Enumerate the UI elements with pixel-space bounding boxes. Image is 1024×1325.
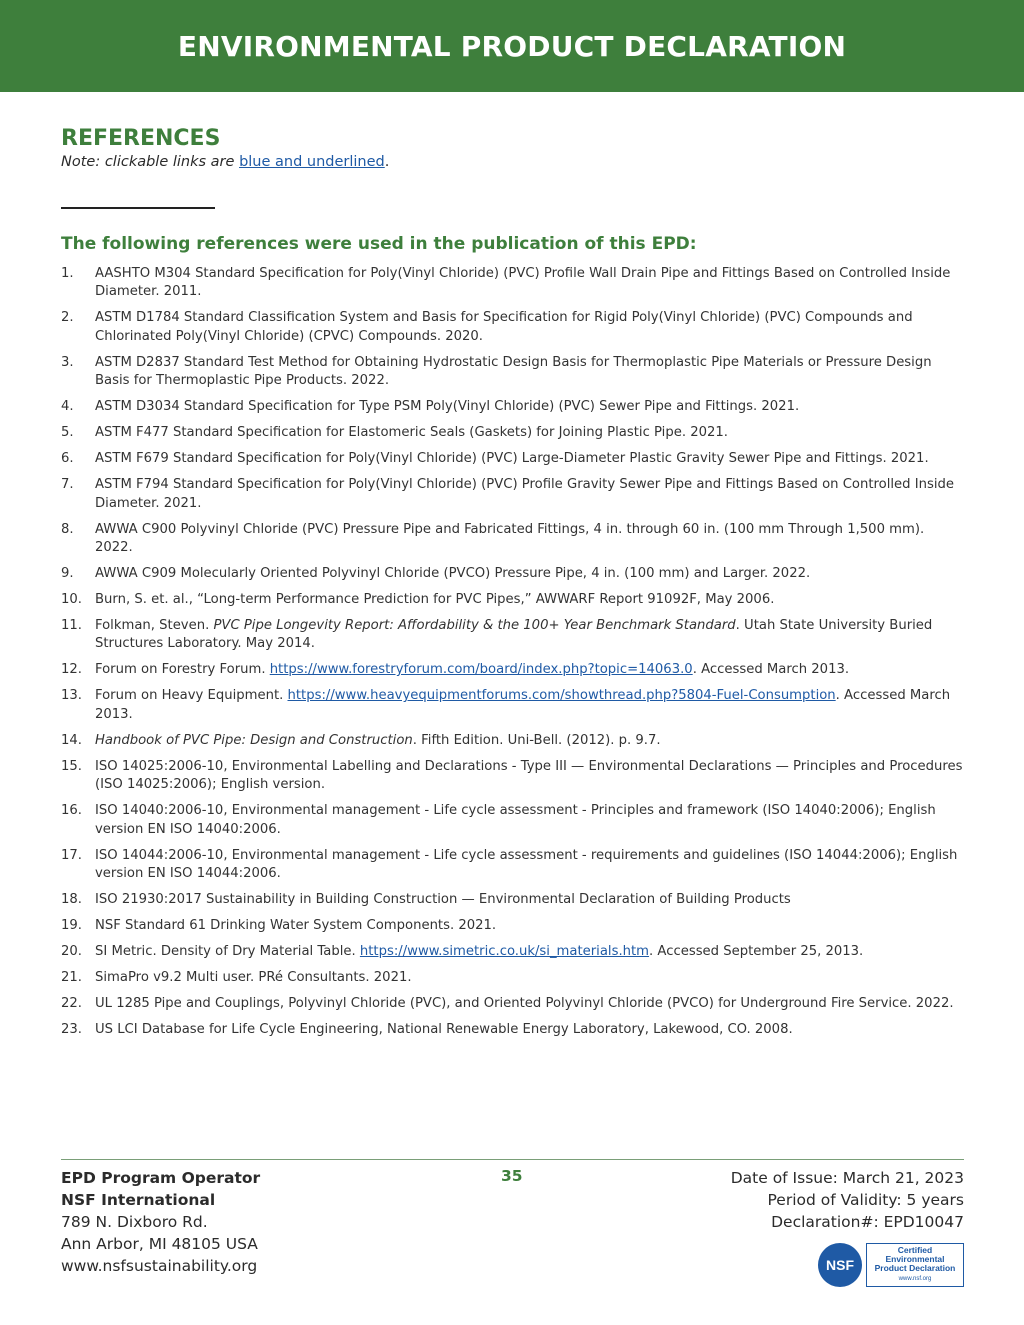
reference-item [61,309,965,346]
links-note [61,154,389,170]
operator-name: NSF International [61,1191,216,1209]
date-of-issue: Date of Issue: March 21, 2023 [730,1169,964,1187]
reference-number: 2. [61,310,74,326]
reference-item [61,591,965,609]
badge-line-1: Certified [897,1245,933,1255]
reference-item [61,424,965,442]
reference-item [61,732,965,750]
reference-text: ASTM D1784 Standard Classification System and Basis for Specification for Rigid Poly(Vinyl Chloride) (PVC) Compounds and Chlorinated Poly(Vinyl Chloride) (CPVC) Compounds. 2020. [95,310,913,344]
reference-number: 12. [61,662,82,678]
reference-text-post: . Utah State University Buried Structures Laboratory. May 2014. [95,618,933,652]
badge-url: www.nsf.org [898,1276,932,1282]
reference-number: 6. [61,451,74,467]
reference-item [61,969,965,987]
reference-text-pre: Forum on Heavy Equipment. [95,688,288,704]
reference-text: AWWA C909 Molecularly Oriented Polyvinyl Chloride (PVCO) Pressure Pipe, 4 in. (100 mm) and Larger. 2022. [95,566,811,582]
reference-number: 8. [61,521,74,537]
reference-number: 22. [61,996,82,1012]
reference-number: 11. [61,618,82,634]
nsf-logo-icon [818,1243,862,1287]
reference-text-post: . Fifth Edition. Uni-Bell. (2012). p. 9.7. [412,732,661,748]
reference-text: ISO 14025:2006-10, Environmental Labelling and Declarations - Type III — Environmental Declarations — Principles and Procedures (ISO 14025:2006); English version. [95,758,963,793]
reference-text-post: . Accessed March 2013. [95,688,951,722]
reference-text [95,944,863,959]
reference-item [61,661,965,679]
reference-link[interactable]: https://www.forestryforum.com/board/index.php?topic=14063.0 [269,662,693,678]
website: www.nsfsustainability.org [61,1257,258,1275]
reference-number: 23. [61,1022,82,1038]
reference-text-post: . Accessed September 25, 2013. [649,944,864,960]
badge-line-3: Product Declaration [874,1263,956,1273]
references-heading: The following references were used in the publication of this EPD: [61,234,697,254]
reference-text: ISO 14040:2006-10, Environmental management - Life cycle assessment - Principles and framework (ISO 14040:2006); English version EN ISO 14040:2006. [95,803,936,837]
document-title: ENVIRONMENTAL PRODUCT DECLARATION [177,29,847,63]
reference-number: 9. [61,566,74,582]
reference-item [61,521,965,558]
reference-number: 17. [61,847,82,863]
reference-text: AWWA C900 Polyvinyl Chloride (PVC) Pressure Pipe and Fabricated Fittings, 4 in. through 60 in. (100 mm Through 1,500 mm). 2022. [95,521,925,556]
section-title: REFERENCES [61,126,221,151]
reference-text [95,618,932,651]
reference-item [61,687,965,724]
reference-title-italic: PVC Pipe Longevity Report: Affordability & the 100+ Year Benchmark Standard [213,618,736,634]
reference-text-pre: SI Metric. Density of Dry Material Table. [95,944,360,960]
badge-line-2: Environmental [885,1254,945,1264]
reference-number: 16. [61,803,82,819]
page-number: 35 [501,1167,523,1185]
reference-number: 3. [61,354,74,370]
reference-item [61,354,965,391]
reference-item [61,617,965,654]
reference-number: 15. [61,758,82,774]
reference-number: 19. [61,918,82,934]
reference-number: 13. [61,688,82,704]
reference-number: 20. [61,944,82,960]
reference-number: 14. [61,732,82,748]
reference-item [61,802,965,839]
reference-text: Burn, S. et. al., “Long-term Performance Prediction for PVC Pipes,” AWWARF Report 91092F, May 2006. [95,592,775,608]
reference-item [61,917,965,935]
reference-number: 10. [61,592,82,608]
address-line-1: 789 N. Dixboro Rd. [61,1213,208,1231]
reference-text: ASTM F477 Standard Specification for Elastomeric Seals (Gaskets) for Joining Plastic Pipe. 2021. [95,425,728,441]
reference-number: 1. [61,266,74,281]
certified-epd-badge [866,1243,964,1287]
reference-item [61,476,965,513]
reference-number: 4. [61,399,74,415]
reference-item [61,565,965,583]
header-banner [0,0,1024,92]
note-link[interactable]: blue and underlined [239,154,385,170]
reference-number: 7. [61,477,74,493]
declaration-number: Declaration#: EPD10047 [771,1213,964,1231]
reference-link[interactable]: https://www.heavyequipmentforums.com/showthread.php?5804-Fuel-Consumption [287,688,836,704]
reference-text [95,688,950,721]
note-suffix: . [384,154,390,170]
reference-text: ASTM D3034 Standard Specification for Type PSM Poly(Vinyl Chloride) (PVC) Sewer Pipe and Fittings. 2021. [95,399,800,415]
reference-number: 18. [61,892,82,908]
operator-label: EPD Program Operator [61,1169,261,1187]
note-prefix: Note: clickable links are [61,154,240,170]
address-line-2: Ann Arbor, MI 48105 USA [61,1235,258,1253]
reference-item [61,943,965,961]
reference-link[interactable]: https://www.simetric.co.uk/si_materials.htm [359,944,650,960]
reference-text-post: . Accessed March 2013. [692,662,850,678]
reference-item [61,265,965,302]
reference-number: 5. [61,425,74,441]
divider [61,207,215,209]
reference-number: 21. [61,970,82,986]
reference-text: ASTM F679 Standard Specification for Poly(Vinyl Chloride) (PVC) Large-Diameter Plastic Gravity Sewer Pipe and Fittings. 2021. [95,451,929,467]
reference-text: NSF Standard 61 Drinking Water System Components. 2021. [95,918,497,934]
footer-operator-block [61,1167,260,1277]
reference-text: ASTM F794 Standard Specification for Poly(Vinyl Chloride) (PVC) Profile Gravity Sewer Pipe and Fittings Based on Controlled Inside Diameter. 2021. [95,477,954,511]
reference-text: US LCI Database for Life Cycle Engineering, National Renewable Energy Laboratory, Lakewood, CO. 2008. [95,1022,793,1038]
reference-text: SimaPro v9.2 Multi user. PRé Consultants. 2021. [95,970,412,986]
reference-text [95,662,849,677]
footer-declaration-block [731,1167,964,1233]
reference-item [61,847,965,884]
reference-text: ASTM D2837 Standard Test Method for Obtaining Hydrostatic Design Basis for Thermoplastic Pipe Materials or Pressure Design Basis for Thermoplastic Pipe Products. 2022. [95,354,932,389]
reference-text-pre: Forum on Forestry Forum. [95,662,270,678]
footer-divider [61,1159,964,1160]
nsf-logo-text: NSF [826,1257,854,1273]
reference-item [61,891,965,909]
reference-text: UL 1285 Pipe and Couplings, Polyvinyl Chloride (PVC), and Oriented Polyvinyl Chloride (PVCO) for Underground Fire Service. 2022. [95,996,954,1012]
reference-item [61,995,965,1013]
reference-text: AASHTO M304 Standard Specification for Poly(Vinyl Chloride) (PVC) Profile Wall Drain Pipe and Fittings Based on Controlled Inside Diameter. 2011. [95,266,951,300]
reference-text [95,733,661,748]
reference-text-pre: Folkman, Steven. [95,618,214,634]
period-of-validity: Period of Validity: 5 years [767,1191,964,1209]
references-list [61,265,965,1047]
reference-item [61,758,965,795]
reference-title-italic: Handbook of PVC Pipe: Design and Construction [95,732,413,748]
reference-item [61,450,965,468]
reference-text: ISO 21930:2017 Sustainability in Building Construction — Environmental Declaration of Building Products [95,892,791,908]
reference-item [61,398,965,416]
reference-text: ISO 14044:2006-10, Environmental management - Life cycle assessment - requirements and guidelines (ISO 14044:2006); English version EN ISO 14044:2006. [95,847,958,882]
reference-item [61,1021,965,1039]
